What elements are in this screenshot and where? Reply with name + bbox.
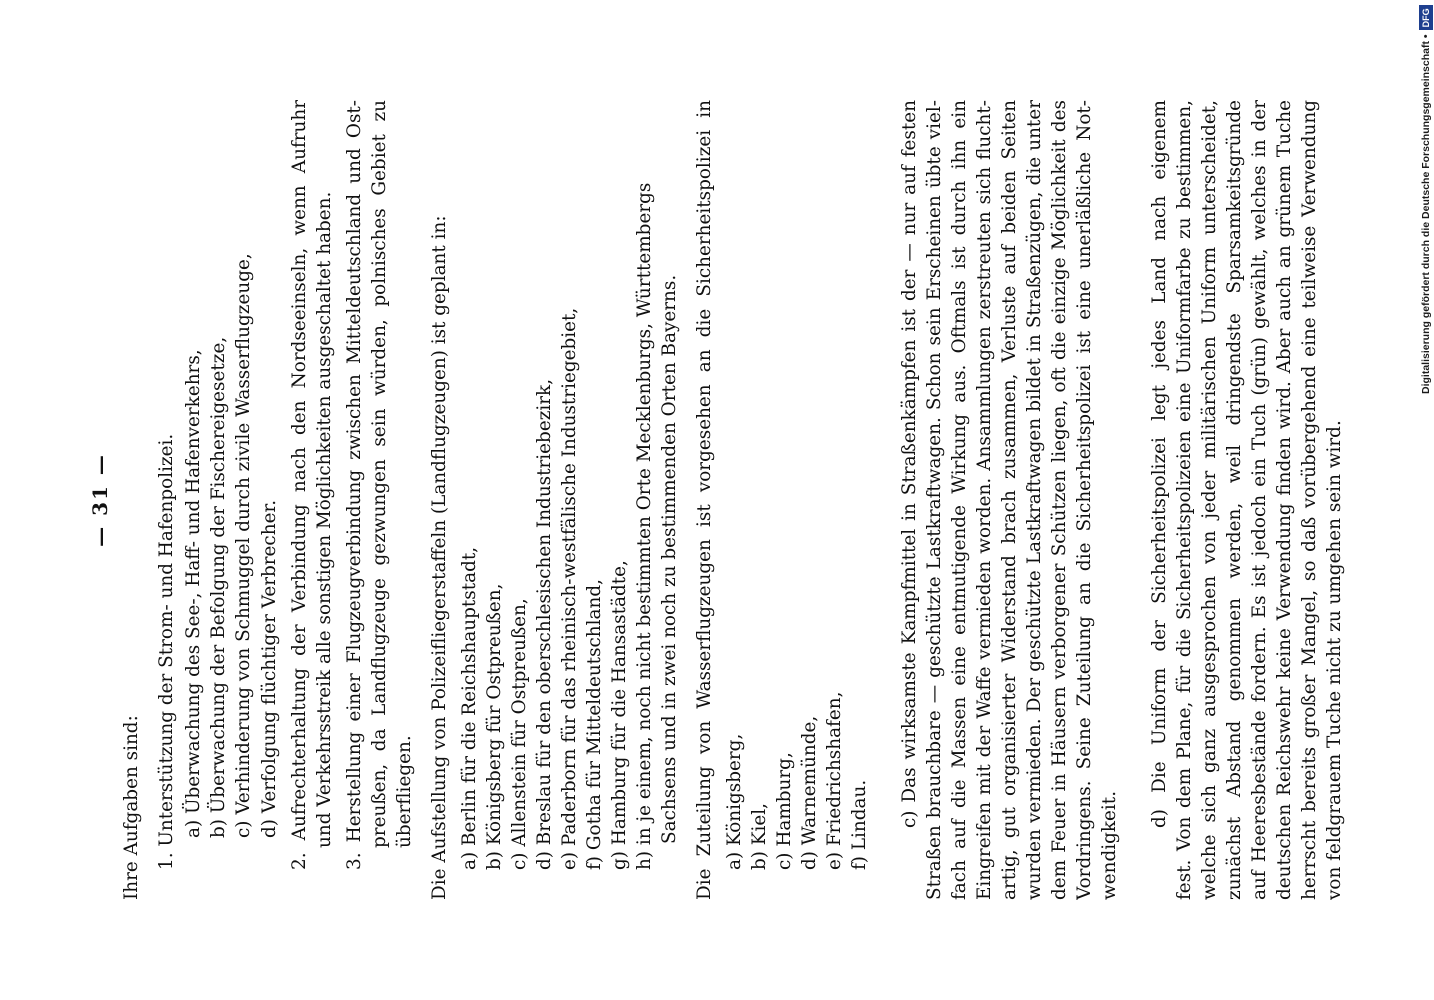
text-line: c) Hamburg, <box>774 752 795 870</box>
text-line: auf Heeresbestände fordern. Es ist jedoch ein Tuch (grün) gewählt, welches in der <box>1249 100 1270 900</box>
text-line: zunächst Abstand genommen werden, weil dringendste Sparsamkeitsgründe <box>1224 100 1245 900</box>
text-line: dem Feuer in Häusern verborgener Schützen liegen, oft die einzige Möglichkeit des <box>1049 100 1070 900</box>
text-line: Die Zuteilung von Wasserflugzeugen ist vorgesehen an die Sicherheitspolizei in <box>694 100 715 900</box>
text-line: a) Berlin für die Reichshauptstadt, <box>459 546 480 870</box>
dfg-logo: DFG <box>1419 5 1433 30</box>
text-line: 1. Unterstützung der Strom- und Hafenpolizei. <box>156 433 177 870</box>
text-line: artig, gut organisierter Widerstand brach zusammen, Verluste auf beiden Seiten <box>999 100 1020 900</box>
text-line: welche sich ganz ausgesprochen von jeder militärischen Uniform unterscheidet, <box>1199 100 1220 900</box>
text-line: und Verkehrsstreik alle sonstigen Möglichkeiten ausgeschaltet haben. <box>314 191 335 848</box>
text-line: preußen, da Landflugzeuge gezwungen sein würden, polnisches Gebiet zu <box>369 100 390 848</box>
text-line: d) Verfolgung flüchtiger Verbrecher. <box>259 499 280 838</box>
text-line: von feldgrauem Tuche nicht zu umgehen sein wird. <box>1324 420 1345 900</box>
text-line: c) Das wirksamste Kampfmittel in Straßenkämpfen ist der — nur auf festen <box>899 100 920 828</box>
text-line: b) Überwachung der Befolgung der Fischereigesetze, <box>208 336 229 838</box>
text-line: wurden vermieden. Der geschützte Lastkraftwagen bildet in Straßenzügen, die unter <box>1024 100 1045 900</box>
text-line: f) Gotha für Mitteldeutschland, <box>584 579 605 870</box>
text-line: f) Lindau. <box>849 779 870 870</box>
digitization-credit-text: Digitalisierung gefördert durch die Deutsche Forschungsgemeinschaft • <box>1420 34 1432 394</box>
text-line: c) Verhinderung von Schmuggel durch zivile Wasserflugzeuge, <box>233 253 254 838</box>
text-line: 2. Aufrechterhaltung der Verbindung nach den Nordseeinseln, wenn Aufruhr <box>289 100 310 870</box>
text-line: Die Aufstellung von Polizeifliegerstaffeln (Landflugzeugen) ist geplant in: <box>429 215 450 900</box>
text-line: Ihre Aufgaben sind: <box>121 715 142 900</box>
text-line: h) in je einem, noch nicht bestimmten Orte Mecklenburgs, Württembergs <box>634 182 655 870</box>
text-line: d) Breslau für den oberschlesischen Industriebezirk, <box>534 378 555 870</box>
text-line: c) Allenstein für Ostpreußen, <box>509 598 530 870</box>
text-line: a) Überwachung des See-, Haff- und Hafenverkehrs, <box>183 349 204 838</box>
text-line: b) Königsberg für Ostpreußen, <box>484 583 505 870</box>
page-number: — 31 — <box>88 453 112 547</box>
text-line: deutschen Reichswehr keine Verwendung finden wird. Aber auch an grünem Tuche <box>1274 100 1295 900</box>
text-line: g) Hamburg für die Hansastädte, <box>609 560 630 870</box>
text-line: e) Paderborn für das rheinisch-westfälische Industriegebiet, <box>559 307 580 870</box>
text-line: e) Friedrichshafen, <box>824 691 845 870</box>
text-line: Eingreifen mit der Waffe vermieden worden. Ansammlungen zerstreuten sich flucht- <box>974 100 995 900</box>
text-line: Sachsens und in zwei noch zu bestimmenden Orten Bayerns. <box>659 274 680 844</box>
text-line: wendigkeit. <box>1099 790 1120 900</box>
text-line: 3. Herstellung einer Flugzeugverbindung zwischen Mitteldeutschland und Ost- <box>344 100 365 870</box>
text-line: a) Königsberg, <box>724 733 745 870</box>
text-line: b) Kiel, <box>749 802 770 870</box>
text-line: d) Warnemünde, <box>799 715 820 870</box>
text-line: fest. Von dem Plane, für die Sicherheitspolizeien eine Uniformfarbe zu bestimmen, <box>1174 100 1195 900</box>
text-line: herrscht bereits großer Mangel, so daß vorübergehend eine teilweise Verwendung <box>1299 100 1320 900</box>
text-line: Straßen brauchbare — geschützte Lastkraftwagen. Schon sein Erscheinen übte viel- <box>924 100 945 900</box>
text-line: Vordringens. Seine Zuteilung an die Sicherheitspolizei ist eine unerläßliche Not- <box>1074 100 1095 900</box>
text-line: d) Die Uniform der Sicherheitspolizei legt jedes Land nach eigenem <box>1149 100 1170 828</box>
document-page <box>88 100 1370 900</box>
text-line: überfliegen. <box>394 735 415 848</box>
text-line: fach auf die Massen eine entmutigende Wirkung aus. Oftmals ist durch ihn ein <box>949 100 970 900</box>
digitization-credit <box>1418 6 1434 394</box>
